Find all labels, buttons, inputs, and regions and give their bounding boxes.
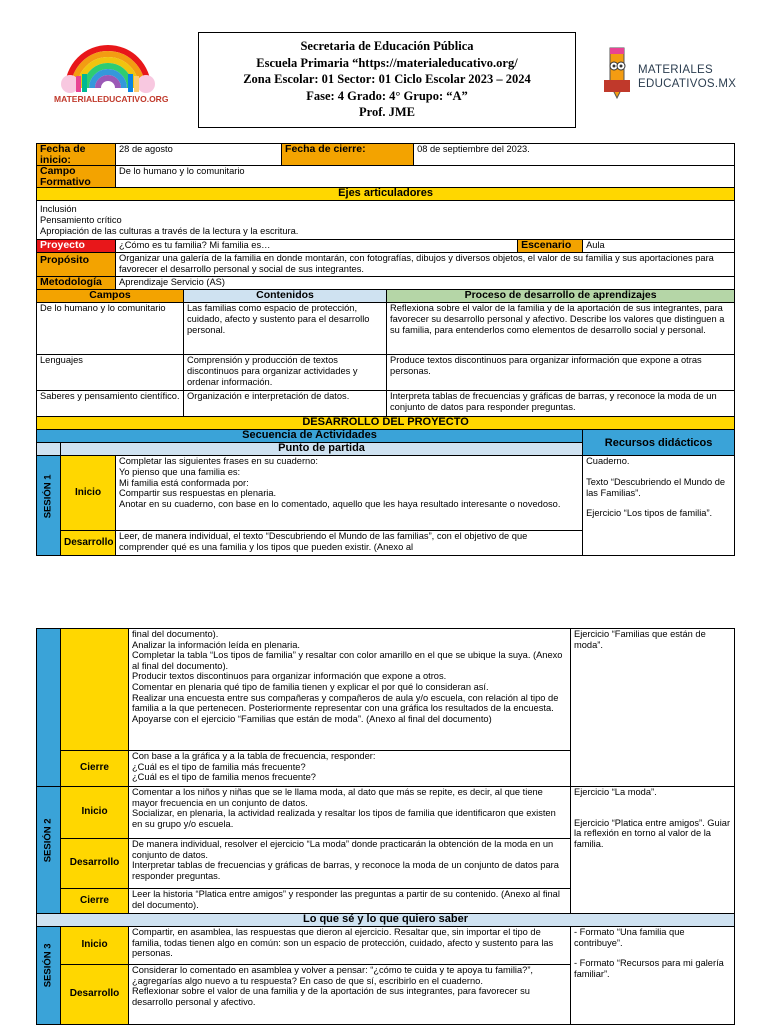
materiales-logo-line1: MATERIALES xyxy=(638,64,713,76)
desarrollo-phase-label: Desarrollo xyxy=(61,965,129,1025)
sesion-2-label: SESIÓN 2 xyxy=(37,787,61,914)
materiales-educativos-mx-logo xyxy=(600,42,740,106)
fecha-cierre-label: Fecha de cierre: xyxy=(282,144,414,166)
inicio-phase-label: Inicio xyxy=(61,456,116,531)
header-line-fase: Fase: 4 Grado: 4° Grupo: “A” xyxy=(306,88,468,103)
campo-formativo-value: De lo humano y lo comunitario xyxy=(116,166,735,188)
punto-partida-spacer xyxy=(37,443,61,456)
sesion-3-desarrollo-activities: Considerar lo comentado en asamblea y volver a pensar: “¿cómo te cuida y te apoya tu familia?”, ¿agregarías algo nuevo a tu respuesta? En caso de que sí, escribirlo en el cuaderno. Reflexionar sobre el valor de una familia y de la aportación de sus integrantes, para favorecer su desarrollo personal y afectivo. xyxy=(129,965,571,1025)
sesion-3-recursos: - Formato “Una familia que contribuye”. - Formato “Recursos para mi galería familiar”. xyxy=(571,927,735,1025)
header-line-school: Escuela Primaria “https://materialeducativo.org/ xyxy=(256,55,518,70)
contenidos-header: Contenidos xyxy=(184,290,387,303)
sesion-2-cierre-activities: Leer la historia “Platica entre amigos” y responder las preguntas a partir de su contenido. (Anexo al final del documento). xyxy=(129,889,571,914)
ejes-articuladores-heading: Ejes articuladores xyxy=(37,188,735,201)
pencil-mascot-icon xyxy=(600,44,634,104)
contenido-cell: Las familias como espacio de protección, cuidado, afecto y sustento para el desarrollo personal. xyxy=(184,303,387,355)
eje-item: Pensamiento crítico xyxy=(40,214,122,225)
sesion-2-desarrollo-activities: De manera individual, resolver el ejercicio “La moda” donde practicarán la obtención de la moda en un conjunto de datos. Interpretar tablas de frecuencias y gráficas de barras, y reconoce la moda de un conjunto de datos para responder preguntas. xyxy=(129,839,571,889)
metodologia-value: Aprendizaje Servicio (AS) xyxy=(116,277,735,290)
header-line-zona: Zona Escolar: 01 Sector: 01 Ciclo Escolar 2023 – 2024 xyxy=(243,72,531,86)
desarrollo-phase-continued xyxy=(61,629,129,751)
sesion-1-recursos: Cuaderno. Texto “Descubriendo el Mundo de las Familias”. Ejercicio “Los tipos de familia”. xyxy=(583,456,735,556)
escenario-label: Escenario xyxy=(518,240,583,253)
sesion-2-recursos: Ejercicio “La moda”. Ejercicio “Platica entre amigos”. Guiar la reflexión en torno al valor de la familia. xyxy=(571,787,735,914)
campo-cell: De lo humano y lo comunitario xyxy=(37,303,184,355)
planning-table-page-2 xyxy=(36,628,735,1025)
materialeducativo-org-logo xyxy=(48,36,168,114)
eje-item: Apropiación de las culturas a través de la lectura y la escritura. xyxy=(40,225,299,236)
campos-header: Campos xyxy=(37,290,184,303)
fecha-cierre-value: 08 de septiembre del 2023. xyxy=(414,144,735,166)
proyecto-value: ¿Cómo es tu familia? Mi familia es… xyxy=(116,240,518,253)
campo-formativo-label: Campo Formativo xyxy=(37,166,116,188)
ejes-list xyxy=(37,201,735,240)
secuencia-actividades-heading: Secuencia de Actividades xyxy=(37,430,583,443)
header-line-sep: Secretaria de Educación Pública xyxy=(300,39,474,53)
escenario-value: Aula xyxy=(583,240,735,253)
proposito-value: Organizar una galería de la familia en donde montarán, con fotografías, dibujos y diversos objetos, el valor de su familia y sus aportaciones para favorecer el desarrollo personal y social de sus integrantes. xyxy=(116,253,735,277)
sesion-3-inicio-activities: Compartir, en asamblea, las respuestas que dieron al ejercicio. Resaltar que, sin importar el tipo de familia, todas tienen algo en común: son un espacio de protección, cuidado, afecto y sustento para las personas. xyxy=(129,927,571,965)
sesion-3-label: SESIÓN 3 xyxy=(37,927,61,1025)
metodologia-label: Metodología xyxy=(37,277,116,290)
campo-cell: Saberes y pensamiento científico. xyxy=(37,391,184,417)
sesion-1-desarrollo-continued: final del documento). Analizar la información leída en plenaria. Completar la tabla “Los tipos de familia” y resaltar con color amarillo en el que se ubique la suya. (Anexo al final del documento). Producir textos discontinuos para organizar información que expone a otros. Comentar en plenaria qué tipo de familia tienen y explicar el por qué lo consideran así. Realizar una encuesta entre sus compañeras y compañeros de aula y/o escuela, con relación al tipo de familia a la que pertenecen. Posteriormente representar con una gráfica los resultados de la encuesta. Apoyarse con el ejercicio “Familias que están de moda”. (Anexo al final del documento) xyxy=(129,629,571,751)
punto-de-partida-heading: Punto de partida xyxy=(61,443,583,456)
recursos-didacticos-heading: Recursos didácticos xyxy=(583,430,735,456)
sesion-1-cierre-activities: Con base a la gráfica y a la tabla de frecuencia, responder: ¿Cuál es el tipo de familia más frecuente? ¿Cuál es el tipo de familia menos frecuente? xyxy=(129,751,571,787)
school-header xyxy=(198,32,576,128)
sesion-1-desarrollo-activities: Leer, de manera individual, el texto “Descubriendo el Mundo de las familias”, con el objetivo de que comprender qué es una familia y los tipos que pueden existir. (Anexo al xyxy=(116,531,583,556)
sesion-1-continued xyxy=(37,629,61,787)
cierre-phase-label: Cierre xyxy=(61,751,129,787)
desarrollo-phase-label: Desarrollo xyxy=(61,531,116,556)
contenido-cell: Comprensión y producción de textos discontinuos para organizar actividades y ordenar información. xyxy=(184,355,387,391)
campo-cell: Lenguajes xyxy=(37,355,184,391)
cierre-phase-label: Cierre xyxy=(61,889,129,914)
materialeducativo-logo-text: MATERIALEDUCATIVO.ORG xyxy=(54,94,169,104)
proceso-cell: Produce textos discontinuos para organizar información que expone a otras personas. xyxy=(387,355,735,391)
sesion-1-inicio-activities: Completar las siguientes frases en su cuaderno: Yo pienso que una familia es: Mi familia está conformada por: Compartir sus respuestas en plenaria. Anotar en su cuaderno, con base en lo comentado, aquello que les haya resultado interesante o novedoso. xyxy=(116,456,583,531)
contenido-cell: Organización e interpretación de datos. xyxy=(184,391,387,417)
inicio-phase-label: Inicio xyxy=(61,927,129,965)
proceso-cell: Reflexiona sobre el valor de la familia y de la aportación de sus integrantes, para favorecer su desarrollo personal y afectivo. Describe los valores que distinguen a su familia, para entenderlos como elementos de desarrollo social y personal. xyxy=(387,303,735,355)
proyecto-label: Proyecto xyxy=(37,240,116,253)
proposito-label: Propósito xyxy=(37,253,116,277)
desarrollo-phase-label: Desarrollo xyxy=(61,839,129,889)
sesion-1-recursos-continued: Ejercicio “Familias que están de moda”. xyxy=(571,629,735,787)
desarrollo-proyecto-heading: DESARROLLO DEL PROYECTO xyxy=(37,417,735,430)
sesion-1-label: SESIÓN 1 xyxy=(37,456,61,556)
proceso-cell: Interpreta tablas de frecuencias y gráficas de barras, y reconoce la moda de un conjunto de datos para responder preguntas. xyxy=(387,391,735,417)
inicio-phase-label: Inicio xyxy=(61,787,129,839)
fecha-inicio-value: 28 de agosto xyxy=(116,144,282,166)
fecha-inicio-label: Fecha de inicio: xyxy=(37,144,116,166)
materiales-logo-line2: EDUCATIVOS.MX xyxy=(638,78,737,90)
lo-que-se-heading: Lo que sé y lo que quiero saber xyxy=(37,914,735,927)
sesion-2-inicio-activities: Comentar a los niños y niñas que se le llama moda, al dato que más se repite, es decir, al que tiene mayor frecuencia en un conjunto de datos. Socializar, en plenaria, la actividad realizada y resaltar los tipos de familia que identificaron que existen en su grupo y/o escuela. xyxy=(129,787,571,839)
eje-item: Inclusión xyxy=(40,204,77,215)
header-line-prof: Prof. JME xyxy=(358,105,415,119)
proceso-header: Proceso de desarrollo de aprendizajes xyxy=(387,290,735,303)
planning-table-page-1 xyxy=(36,143,735,556)
